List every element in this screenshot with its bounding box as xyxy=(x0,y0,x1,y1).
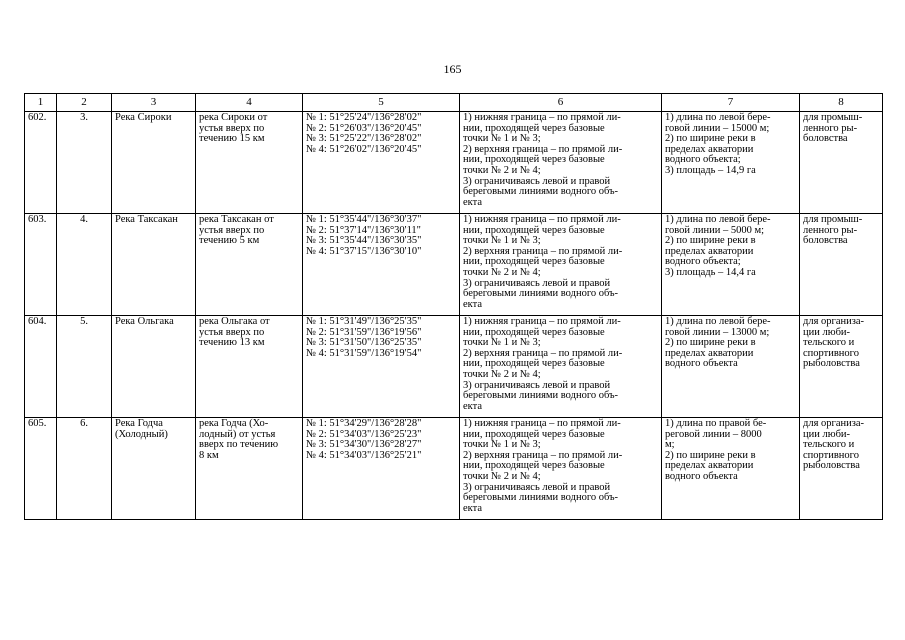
table-row xyxy=(25,112,883,214)
row-number: 603. xyxy=(25,214,57,316)
table-row xyxy=(25,316,883,418)
location-description: река Сироки от устья вверх по течению 15 км xyxy=(196,112,303,214)
fishing-purpose: для промыш- ленного ры- боловства xyxy=(800,214,883,316)
boundaries-description: 1) нижняя граница – по прямой ли- нии, проходящей через базовые точки № 1 и № 3; 2) верхняя граница – по прямой ли- нии, проходящей через базовые точки № 2 и № 4; 3) ограничиваясь левой и правой береговыми линиями водного объ- екта xyxy=(460,418,662,520)
table-row xyxy=(25,214,883,316)
fishing-purpose: для организа- ции люби- тельского и спортивного рыболовства xyxy=(800,316,883,418)
fishing-purpose: для организа- ции люби- тельского и спортивного рыболовства xyxy=(800,418,883,520)
base-point-coordinates: № 1: 51°34'29"/136°28'28" № 2: 51°34'03"/136°25'23" № 3: 51°34'30"/136°28'27" № 4: 51°34'03"/136°25'21" xyxy=(303,418,460,520)
row-index: 3. xyxy=(57,112,112,214)
base-point-coordinates: № 1: 51°25'24"/136°28'02" № 2: 51°26'03"/136°20'45" № 3: 51°25'22"/136°28'02" № 4: 51°26'02"/136°20'45" xyxy=(303,112,460,214)
row-number: 602. xyxy=(25,112,57,214)
row-number: 605. xyxy=(25,418,57,520)
boundaries-description: 1) нижняя граница – по прямой ли- нии, проходящей через базовые точки № 1 и № 3; 2) верхняя граница – по прямой ли- нии, проходящей через базовые точки № 2 и № 4; 3) ограничиваясь левой и правой береговыми линиями водного объ- екта xyxy=(460,316,662,418)
column-header: 6 xyxy=(460,94,662,112)
column-header: 2 xyxy=(57,94,112,112)
water-body-name: Река Сироки xyxy=(112,112,196,214)
location-description: река Ольгака от устья вверх по течению 13 км xyxy=(196,316,303,418)
location-description: река Таксакан от устья вверх по течению 5 км xyxy=(196,214,303,316)
fishing-areas-table xyxy=(24,93,883,520)
area-size: 1) длина по левой бере- говой линии – 15000 м; 2) по ширине реки в пределах акватории водного объекта; 3) площадь – 14,9 га xyxy=(662,112,800,214)
boundaries-description: 1) нижняя граница – по прямой ли- нии, проходящей через базовые точки № 1 и № 3; 2) верхняя граница – по прямой ли- нии, проходящей через базовые точки № 2 и № 4; 3) ограничиваясь левой и правой береговыми линиями водного объ- екта xyxy=(460,214,662,316)
header-row xyxy=(25,94,883,112)
table-row xyxy=(25,418,883,520)
row-index: 6. xyxy=(57,418,112,520)
area-size: 1) длина по левой бере- говой линии – 13000 м; 2) по ширине реки в пределах акватории водного объекта xyxy=(662,316,800,418)
boundaries-description: 1) нижняя граница – по прямой ли- нии, проходящей через базовые точки № 1 и № 3; 2) верхняя граница – по прямой ли- нии, проходящей через базовые точки № 2 и № 4; 3) ограничиваясь левой и правой береговыми линиями водного объ- екта xyxy=(460,112,662,214)
row-index: 5. xyxy=(57,316,112,418)
column-header: 3 xyxy=(112,94,196,112)
base-point-coordinates: № 1: 51°35'44"/136°30'37" № 2: 51°37'14"/136°30'11" № 3: 51°35'44"/136°30'35" № 4: 51°37'15"/136°30'10" xyxy=(303,214,460,316)
row-number: 604. xyxy=(25,316,57,418)
column-header: 4 xyxy=(196,94,303,112)
column-header: 8 xyxy=(800,94,883,112)
column-header: 1 xyxy=(25,94,57,112)
base-point-coordinates: № 1: 51°31'49"/136°25'35" № 2: 51°31'59"/136°19'56" № 3: 51°31'50"/136°25'35" № 4: 51°31'59"/136°19'54" xyxy=(303,316,460,418)
location-description: река Годча (Хо- лодный) от устья вверх по течению 8 км xyxy=(196,418,303,520)
area-size: 1) длина по правой бе- реговой линии – 8000 м; 2) по ширине реки в пределах акватории водного объекта xyxy=(662,418,800,520)
water-body-name: Река Ольгака xyxy=(112,316,196,418)
fishing-purpose: для промыш- ленного ры- боловства xyxy=(800,112,883,214)
column-header: 5 xyxy=(303,94,460,112)
column-header: 7 xyxy=(662,94,800,112)
water-body-name: Река Таксакан xyxy=(112,214,196,316)
row-index: 4. xyxy=(57,214,112,316)
water-body-name: Река Годча (Холодный) xyxy=(112,418,196,520)
area-size: 1) длина по левой бере- говой линии – 5000 м; 2) по ширине реки в пределах акватории водного объекта; 3) площадь – 14,4 га xyxy=(662,214,800,316)
page-number: 165 xyxy=(443,62,462,76)
